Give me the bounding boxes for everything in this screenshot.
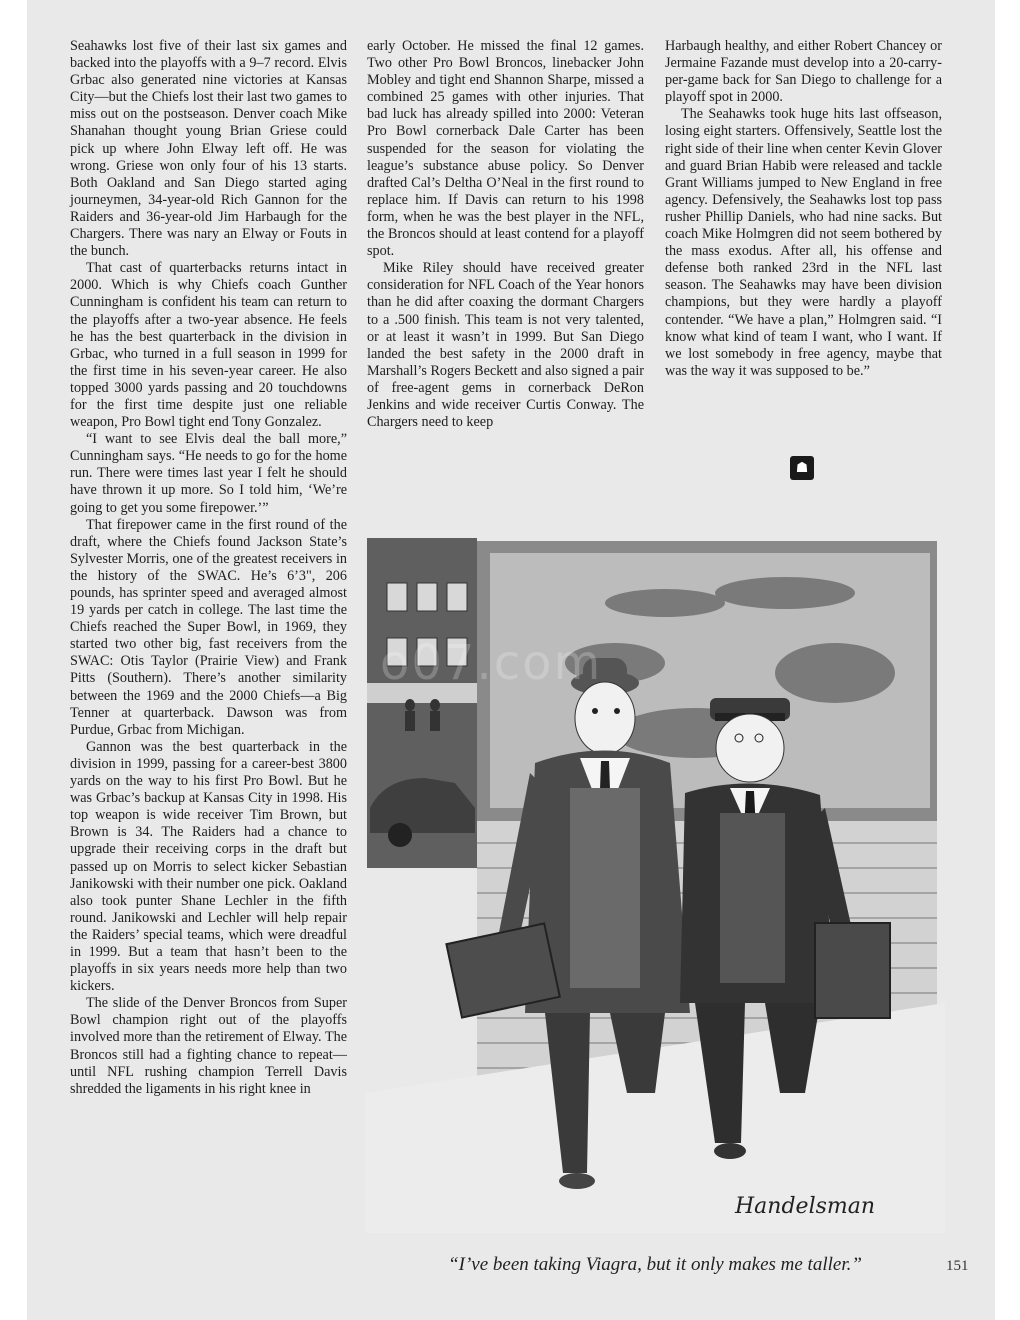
paragraph: “I want to see Elvis deal the ball more,” Cunningham says. “He needs to go for the home run. There were times last year I felt he should have thrown it up more. So I told him, ‘We’re going to get you some firepower.’” xyxy=(70,431,347,516)
cartoonist-signature: Handelsman xyxy=(735,1194,876,1219)
article-column-3 xyxy=(665,38,942,380)
article-column-2 xyxy=(367,38,644,431)
watermark: o07.com xyxy=(380,635,603,691)
paragraph: Gannon was the best quarterback in the division in 1999, passing for a career-best 3800 yards on the way to his first Pro Bowl. But he was Grbac’s backup at Kansas City in 1998. His top weapon is wide receiver Tim Brown, but Brown is 34. The Raiders had a chance to upgrade their receiving corps in the draft but passed up on Morris to select kicker Sebastian Janikowski with their number one pick. Oakland also took punter Shane Lechler in the fifth round. Janikowski and Lechler will help repair the Raiders’ special teams, which were dreadful in 1999. But a team that hasn’t been to the playoffs in six years needs more help than two kickers. xyxy=(70,738,347,995)
end-mark-rabbit-icon: ☗ xyxy=(790,456,814,480)
paragraph: The slide of the Denver Broncos from Super Bowl champion right out of the playoffs involved more than the retirement of Elway. The Broncos still had a fighting chance to repeat—until NFL rushing champion Terrell Davis shredded the ligaments in his right knee in xyxy=(70,995,347,1097)
page-number: 151 xyxy=(946,1258,969,1274)
paragraph: Seahawks lost five of their last six games and backed into the playoffs with a 9–7 record. Elvis Grbac also generated nine victories at Kansas City—but the Chiefs lost their last two games to miss out on the postseason. Denver coach Mike Shanahan thought young Brian Griese could pick up where John Elway left off. He was wrong. Griese won only four of his 13 starts. Both Oakland and San Diego started aging journeymen, 34-year-old Rich Gannon for the Raiders and 36-year-old Jim Harbaugh for the Chargers. There was nary an Elway or Fouts in the bunch. xyxy=(70,38,347,260)
paragraph: That firepower came in the first round of the draft, where the Chiefs found Jackson State’s Sylvester Morris, one of the greatest receivers in the history of the SWAC. He’s 6’3", 206 pounds, has sprinter speed and averaged almost 19 yards per catch in college. The last time the Chiefs reached the Super Bowl, in 1969, they started two other big, fast receivers from the SWAC: Otis Taylor (Prairie View) and Frank Pitts (Southern). There’s another similarity between the 1969 and the 2000 Chiefs—a Big Tenner at quarterback. Dawson was from Purdue, Grbac from Michigan. xyxy=(70,516,347,738)
paragraph: early October. He missed the final 12 games. Two other Pro Bowl Broncos, linebacker John Mobley and tight end Shannon Sharpe, missed a combined 25 games with other injuries. That bad luck has already spilled into 2000: Veteran Pro Bowl cornerback Dale Carter has been suspended for the season for violating the league’s substance abuse policy. So Denver drafted Cal’s Deltha O’Neal in the first round to replace him. If Davis can return to his 1998 form, when he was the best player in the NFL, the Broncos should at least contend for a playoff spot. xyxy=(367,38,644,260)
paragraph: That cast of quarterbacks returns intact in 2000. Which is why Chiefs coach Gunther Cunningham is confident his team can return to the playoffs after a two-year absence. He feels he has the best quarterback in the division in Grbac, who turned in a full season in 1999 for the first time in his seven-year career. He also topped 3000 yards passing and 20 touchdowns for the first time despite just one reliable weapon, Pro Bowl tight end Tony Gonzalez. xyxy=(70,260,347,431)
article-column-1 xyxy=(70,38,347,1098)
paragraph: The Seahawks took huge hits last offseason, losing eight starters. Offensively, Seattle lost the right side of their line when center Kevin Glover and guard Brian Habib were released and tackle Grant Williams jumped to New England in free agency. Defensively, the Seahawks lost top pass rusher Phillip Daniels, who had nine sacks. But coach Mike Holmgren did not seem bothered by the mass exodus. After all, his offense and defense both ranked 23rd in the NFL last season. The Seahawks may have been division champions, but they were hardly a playoff contender. “We have a plan,” Holmgren said. “I know what kind of team I want, who I want. If we lost somebody in free agency, maybe that was the way it was supposed to be.” xyxy=(665,106,942,379)
paragraph: Harbaugh healthy, and either Robert Chancey or Jermaine Fazande must develop into a 20-carry-per-game back for San Diego to challenge for a playoff spot in 2000. xyxy=(665,38,942,106)
cartoon-caption: “I’ve been taking Viagra, but it only makes me taller.” xyxy=(448,1254,862,1275)
paragraph: Mike Riley should have received greater consideration for NFL Coach of the Year honors than he did after coaxing the dormant Chargers to a .500 finish. This team is not very talented, or at least it wasn’t in 1999. But San Diego landed the best safety in the 2000 draft in Marshall’s Rogers Beckett and also signed a pair of free-agent gems in cornerback DeRon Jenkins and wide receiver Curtis Conway. The Chargers need to keep xyxy=(367,260,644,431)
